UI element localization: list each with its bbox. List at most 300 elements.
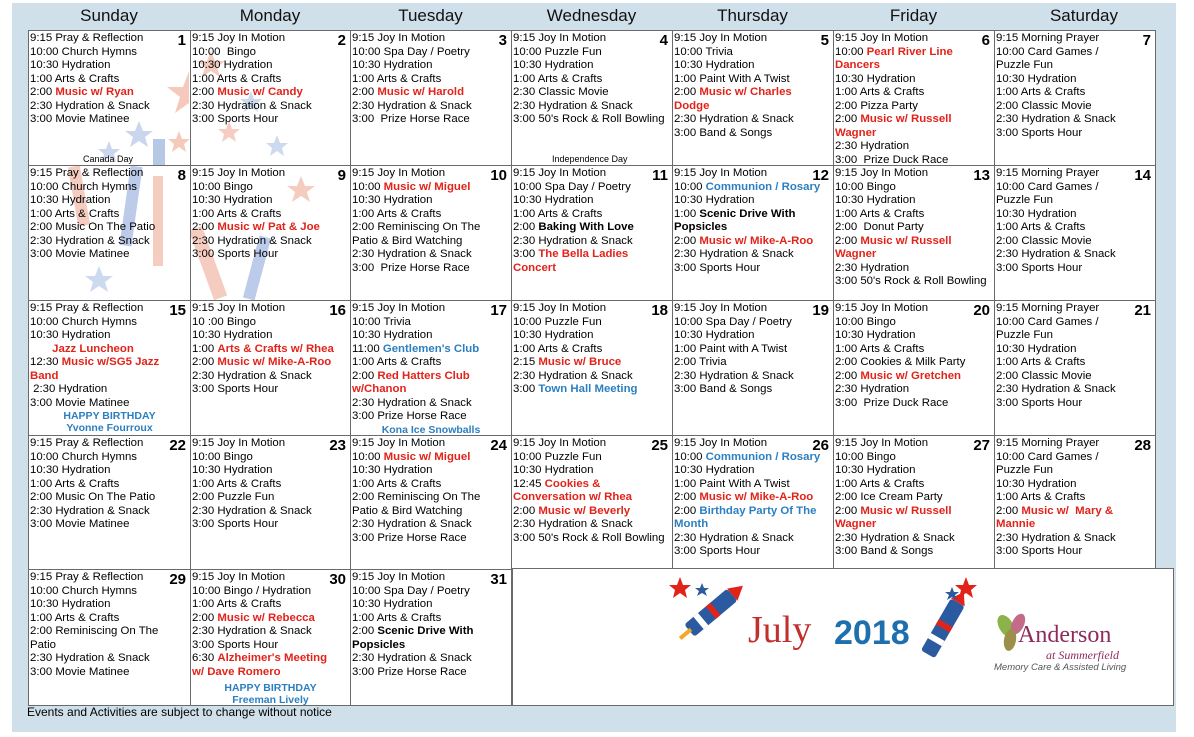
activity-text: 10:30 Hydration <box>674 194 755 207</box>
activity-line <box>513 59 670 73</box>
day-number: 17 <box>490 302 507 319</box>
special-event: Kona Ice Snowballs <box>381 424 481 436</box>
activity-line <box>674 59 831 73</box>
activity-text: 2:30 Hydration & Snack <box>192 625 312 638</box>
activity-text: 2:00 Music On The Patio <box>30 491 156 504</box>
activity-line <box>996 248 1153 262</box>
rocket-left-icon <box>668 575 758 665</box>
activity-text: 10:30 Hydration <box>30 59 111 72</box>
day-number: 20 <box>973 302 990 319</box>
activity-line <box>996 73 1153 87</box>
highlighted-event: Cookies & <box>544 477 601 490</box>
banner-month: July <box>748 609 812 651</box>
activity-line <box>835 221 992 235</box>
activity-line <box>513 167 670 181</box>
activity-line <box>192 639 348 653</box>
activity-text: 2:30 Hydration <box>835 261 910 274</box>
activity-line <box>30 59 188 73</box>
activity-text: 10:00 <box>674 450 706 463</box>
activity-text: 9:15 Joy In Motion <box>835 32 929 44</box>
activity-text: 10:00 Bingo <box>192 450 253 463</box>
activity-line <box>352 221 509 235</box>
activity-text: 10:00 <box>835 45 867 58</box>
activity-line <box>513 478 670 492</box>
birthday-name: Freeman Lively <box>232 694 309 706</box>
day-number: 9 <box>337 167 346 184</box>
activity-text: 10:30 Hydration <box>192 59 273 72</box>
weekday-wednesday: Wednesday <box>546 6 637 25</box>
activity-line <box>352 235 509 249</box>
highlighted-event: Wagner <box>835 126 877 139</box>
highlighted-event: Music w/ Mike-A-Roo <box>699 491 814 504</box>
activity-line <box>835 464 992 478</box>
day-cell <box>833 30 995 166</box>
activity-text: 3:00 Movie Matinee <box>30 113 130 126</box>
activity-text: 1:00 Paint With A Twist <box>674 72 790 85</box>
activity-text: 9:15 Pray & Reflection <box>30 32 144 44</box>
day-number: 27 <box>973 437 990 454</box>
activity-line <box>352 370 509 384</box>
activity-text: 10:30 Hydration <box>30 598 111 611</box>
activity-text: 2:00 Classic Movie <box>996 234 1092 247</box>
activity-text: 3:00 Prize Horse Race <box>352 113 470 126</box>
activity-text: 10 :00 Bingo <box>192 315 256 328</box>
activity-text: 2:30 Hydration & Snack <box>192 369 312 382</box>
activity-line <box>996 545 1153 559</box>
activity-line <box>352 100 509 114</box>
activity-line <box>835 532 992 546</box>
activity-line <box>835 32 992 46</box>
activity-text: 2:00 Music On The Patio <box>30 221 156 234</box>
activity-line <box>352 612 509 626</box>
highlighted-event: Band <box>30 369 59 382</box>
activity-line <box>996 437 1153 451</box>
activity-text: 2:00 Puzzle Fun <box>192 491 275 504</box>
activity-line <box>513 356 670 370</box>
activity-text: 1:00 Arts & Crafts <box>192 477 282 490</box>
activity-text: 9:15 Morning Prayer <box>996 167 1100 179</box>
activity-text: 2:30 Hydration <box>835 140 910 153</box>
activity-line <box>996 127 1153 141</box>
activity-line <box>835 437 992 451</box>
activity-text: 10:30 Hydration <box>30 329 111 342</box>
activity-line <box>352 532 509 546</box>
activity-line <box>192 625 348 639</box>
day-cell <box>28 435 191 570</box>
activity-text: 2:00 <box>513 221 539 234</box>
activity-text: 9:15 Morning Prayer <box>996 302 1100 314</box>
activity-text: 2:30 Hydration & Snack <box>996 383 1116 396</box>
logo-name: Anderson <box>1018 622 1112 648</box>
activity-text: 10:00 <box>352 180 384 193</box>
activity-line <box>996 329 1153 343</box>
highlighted-event: Music w/ Ryan <box>55 86 134 99</box>
activity-text: 9:15 Pray & Reflection <box>30 167 144 179</box>
activity-text: 1:00 Arts & Crafts <box>996 491 1086 504</box>
activity-line <box>674 46 831 60</box>
activity-text: 10:00 Card Games / <box>996 315 1099 328</box>
activity-line <box>513 518 670 532</box>
activity-line <box>674 208 831 222</box>
activity-line <box>835 235 992 249</box>
highlighted-event: Wagner <box>835 518 877 531</box>
activity-line <box>996 59 1153 73</box>
activity-line <box>192 194 348 208</box>
activity-list <box>30 571 188 679</box>
activity-line <box>352 262 509 276</box>
activity-text: 1:00 Arts & Crafts <box>192 207 282 220</box>
activity-line <box>192 167 348 181</box>
activity-text: 1:00 Arts & Crafts <box>30 72 120 85</box>
activity-list <box>835 32 992 166</box>
activity-line <box>513 383 670 397</box>
activity-text: 3:00 Sports Hour <box>996 261 1083 274</box>
activity-line <box>30 356 188 370</box>
highlighted-event: Scenic Drive With <box>377 625 474 638</box>
activity-text: 2:30 Hydration & Snack <box>835 531 955 544</box>
day-number: 12 <box>812 167 829 184</box>
activity-text: 10:00 <box>352 450 384 463</box>
activity-list <box>352 571 509 679</box>
activity-text: 2:00 <box>674 234 700 247</box>
activity-text: 10:00 Spa Day / Poetry <box>674 315 792 328</box>
activity-line <box>835 208 992 222</box>
activity-text: 10:30 Hydration <box>674 329 755 342</box>
day-number: 11 <box>652 167 668 184</box>
activity-line <box>30 437 188 451</box>
activity-line <box>513 86 670 100</box>
activity-text: 2:00 Ice Cream Party <box>835 491 943 504</box>
activity-line <box>352 208 509 222</box>
highlighted-event: Music w/ Rebecca <box>217 611 315 624</box>
activity-line <box>835 127 992 141</box>
day-cell <box>28 165 191 301</box>
activity-list <box>352 437 509 545</box>
activity-line <box>192 571 348 585</box>
activity-line <box>674 370 831 384</box>
activity-text: 3:00 Sports Hour <box>192 383 279 396</box>
activity-line <box>30 302 188 316</box>
activity-line <box>674 356 831 370</box>
activity-line <box>30 639 188 653</box>
activity-text: 10:30 Hydration <box>835 72 916 85</box>
activity-line <box>30 248 188 262</box>
activity-line <box>30 571 188 585</box>
activity-list <box>513 32 670 127</box>
activity-text: 1:00 Arts & Crafts <box>513 72 603 85</box>
highlighted-event: Dodge <box>674 99 710 112</box>
day-cell <box>190 300 351 436</box>
day-number: 15 <box>169 302 186 319</box>
activity-line <box>352 478 509 492</box>
activity-line <box>513 329 670 343</box>
activity-line <box>192 585 348 599</box>
activity-line <box>674 437 831 451</box>
activity-line <box>192 73 348 87</box>
activity-text: 3:00 50's Rock & Roll Bowling <box>513 531 665 544</box>
activity-line <box>192 478 348 492</box>
activity-text: 3:00 Movie Matinee <box>30 518 130 531</box>
activity-text: 2:00 <box>835 369 861 382</box>
activity-text: 10:00 Puzzle Fun <box>513 45 602 58</box>
activity-list <box>996 302 1153 410</box>
activity-text: 2:00 <box>513 504 539 517</box>
activity-line <box>352 666 509 680</box>
activity-line <box>192 464 348 478</box>
activity-list <box>996 437 1153 559</box>
activity-line <box>352 181 509 195</box>
activity-text: 2:30 Hydration & Snack <box>674 248 794 261</box>
activity-line <box>674 127 831 141</box>
activity-line <box>352 410 509 424</box>
activity-line <box>30 167 188 181</box>
weekday-saturday: Saturday <box>1049 6 1119 25</box>
activity-line <box>352 652 509 666</box>
highlighted-event: Music w/ Bruce <box>538 356 622 369</box>
activity-text: 1:00 Arts & Crafts <box>996 356 1086 369</box>
activity-text: 3:00 Sports Hour <box>674 545 761 558</box>
activity-line <box>674 383 831 397</box>
activity-text: 10:30 Hydration <box>352 329 433 342</box>
activity-line <box>352 113 509 127</box>
activity-line <box>996 451 1153 465</box>
birthday-title: HAPPY BIRTHDAY <box>224 682 317 694</box>
highlighted-event: Music w/ Harold <box>377 86 465 99</box>
activity-line <box>674 464 831 478</box>
activity-line <box>835 46 992 60</box>
activity-text: 10:30 Hydration <box>835 329 916 342</box>
activity-line <box>996 316 1153 330</box>
activity-text: 1:00 Arts & Crafts <box>352 611 442 624</box>
activity-text: 2:00 Cookies & Milk Party <box>835 356 966 369</box>
activity-text: 2:30 Hydration & Snack <box>192 234 312 247</box>
activity-line <box>513 73 670 87</box>
day-cell <box>833 165 995 301</box>
activity-text: 1:00 Arts & Crafts <box>513 342 603 355</box>
activity-line <box>996 181 1153 195</box>
activity-list <box>352 32 509 127</box>
logo-subtitle: at Summerfield <box>1046 648 1119 662</box>
activity-line <box>352 491 509 505</box>
day-number: 24 <box>490 437 507 454</box>
activity-line <box>352 518 509 532</box>
activity-text: 10:30 Hydration <box>996 477 1077 490</box>
rocket-right-icon <box>912 575 982 665</box>
activity-line <box>30 181 188 195</box>
activity-line <box>674 302 831 316</box>
activity-text: 2:00 <box>996 504 1022 517</box>
activity-text: 3:00 Prize Horse Race <box>352 665 467 678</box>
activity-line <box>352 343 509 357</box>
activity-text: 1:00 Arts & Crafts <box>835 86 925 99</box>
activity-line <box>835 59 992 73</box>
activity-text: 10:30 Hydration <box>835 194 916 207</box>
weekday-monday: Monday <box>239 6 301 25</box>
day-cell <box>994 30 1156 166</box>
activity-text: 10:30 Hydration <box>996 342 1077 355</box>
activity-line <box>192 598 348 612</box>
activity-text: 10:00 Church Hymns <box>30 45 137 58</box>
activity-line <box>192 518 348 532</box>
activity-line <box>352 464 509 478</box>
activity-text: 3:00 Sports Hour <box>192 638 279 651</box>
activity-line <box>30 194 188 208</box>
activity-text: 2:30 Hydration & Snack <box>996 248 1116 261</box>
activity-line <box>674 532 831 546</box>
activity-line <box>513 343 670 357</box>
activity-text: 10:00 Spa Day / Poetry <box>352 45 470 58</box>
highlighted-event: Communion / Rosary <box>705 450 821 463</box>
activity-text: 3:00 Band & Songs <box>835 545 934 558</box>
activity-text: 2:30 Hydration & Snack <box>674 531 794 544</box>
activity-line <box>513 248 670 262</box>
activity-line <box>513 235 670 249</box>
activity-line <box>996 505 1153 519</box>
activity-text: 1:00 Arts & Crafts <box>835 207 925 220</box>
activity-text: 2:00 <box>352 86 378 99</box>
activity-line <box>513 491 670 505</box>
day-cell <box>350 435 512 570</box>
activity-line <box>30 100 188 114</box>
activity-line <box>835 545 992 559</box>
day-cell <box>511 435 673 570</box>
activity-line <box>996 46 1153 60</box>
activity-line <box>674 100 831 114</box>
activity-line <box>30 625 188 639</box>
activity-text: 1:00 Arts & Crafts <box>30 207 120 220</box>
highlighted-event: Music w/ Mike-A-Roo <box>699 234 814 247</box>
activity-text: 2:00 <box>835 234 861 247</box>
activity-line <box>352 32 509 46</box>
highlighted-event: Music w/ Miguel <box>383 450 471 463</box>
activity-text: 9:15 Joy In Motion <box>192 302 286 314</box>
day-cell <box>833 300 995 436</box>
activity-text: 10:30 Hydration <box>674 59 755 72</box>
activity-text: 1:00 Arts & Crafts <box>513 207 603 220</box>
activity-line <box>192 235 348 249</box>
activity-line <box>674 451 831 465</box>
day-cell <box>190 435 351 570</box>
activity-list <box>192 571 348 679</box>
highlighted-event: Concert <box>513 261 557 274</box>
activity-line <box>996 113 1153 127</box>
activity-line <box>835 275 992 289</box>
highlighted-event: Month <box>674 518 709 531</box>
activity-line <box>513 302 670 316</box>
activity-line <box>513 316 670 330</box>
activity-line <box>30 397 188 411</box>
activity-text: 9:15 Joy In Motion <box>192 571 286 583</box>
activity-line <box>835 262 992 276</box>
activity-list <box>996 167 1153 275</box>
activity-line <box>513 370 670 384</box>
activity-line <box>192 343 348 357</box>
highlighted-event: Music w/ Russell <box>860 234 952 247</box>
activity-text: 9:15 Pray & Reflection <box>30 437 144 449</box>
activity-line <box>674 505 831 519</box>
day-cell <box>350 569 512 706</box>
activity-line <box>674 221 831 235</box>
activity-line <box>352 598 509 612</box>
activity-list <box>192 32 348 127</box>
activity-line <box>513 194 670 208</box>
activity-line <box>192 248 348 262</box>
activity-text: 3:00 Movie Matinee <box>30 665 130 678</box>
activity-text: 10:30 Hydration <box>674 464 755 477</box>
weekday-friday: Friday <box>889 6 938 25</box>
highlighted-event: Jazz Luncheon <box>52 342 134 355</box>
activity-line <box>835 248 992 262</box>
activity-text: 2:00 <box>192 356 218 369</box>
activity-text: 9:15 Joy In Motion <box>835 437 929 449</box>
activity-line <box>30 86 188 100</box>
day-cell <box>833 435 995 570</box>
activity-line <box>192 59 348 73</box>
activity-text: 1:00 Paint with A Twist <box>674 342 788 355</box>
activity-line <box>835 383 992 397</box>
day-number: 1 <box>177 32 186 49</box>
activity-line <box>192 451 348 465</box>
activity-list <box>835 167 992 289</box>
day-cell <box>350 30 512 166</box>
activity-text: 2:30 Hydration & Snack <box>30 99 150 112</box>
activity-line <box>352 194 509 208</box>
activity-line <box>192 32 348 46</box>
activity-text: 10:00 Church Hymns <box>30 315 137 328</box>
activity-text: 2:00 Reminiscing On The <box>30 625 159 638</box>
activity-text: 9:15 Joy In Motion <box>192 32 286 44</box>
activity-line <box>30 598 188 612</box>
activity-line <box>30 329 188 343</box>
activity-text: 2:00 <box>30 86 56 99</box>
weekday-sunday: Sunday <box>80 6 138 25</box>
day-number: 21 <box>1134 302 1151 319</box>
logo-tagline: Memory Care & Assisted Living <box>994 662 1127 673</box>
activity-text: 9:15 Pray & Reflection <box>30 571 144 583</box>
highlighted-event: w/ Dave Romero <box>192 665 281 678</box>
activity-line <box>352 585 509 599</box>
activity-line <box>835 73 992 87</box>
activity-text: 1:00 Arts & Crafts <box>192 72 282 85</box>
activity-text: 3:00 Prize Duck Race <box>835 396 949 409</box>
activity-line <box>192 302 348 316</box>
activity-text: 3:00 <box>513 248 539 261</box>
highlighted-event: Baking With Love <box>538 221 634 234</box>
activity-list <box>30 32 188 127</box>
activity-text: 2:00 <box>192 86 218 99</box>
activity-line <box>674 545 831 559</box>
activity-line <box>996 100 1153 114</box>
activity-line <box>30 491 188 505</box>
activity-line <box>674 262 831 276</box>
activity-line <box>674 32 831 46</box>
activity-line <box>352 316 509 330</box>
highlighted-event: Red Hatters Club <box>377 369 470 382</box>
activity-line <box>30 235 188 249</box>
activity-text: 1:00 Paint With A Twist <box>674 477 790 490</box>
highlighted-event: Music w/ Mary & <box>1021 504 1114 517</box>
activity-line <box>996 302 1153 316</box>
activity-text: 2:30 Hydration & Snack <box>674 113 794 126</box>
activity-line <box>674 181 831 195</box>
activity-text: 1:00 Arts & Crafts <box>192 598 282 611</box>
highlighted-event: Conversation w/ Rhea <box>513 491 632 504</box>
activity-list <box>674 302 831 397</box>
activity-line <box>835 181 992 195</box>
activity-line <box>513 505 670 519</box>
activity-text: 2:30 Hydration & Snack <box>192 99 312 112</box>
activity-text: 2:30 Hydration & Snack <box>513 234 633 247</box>
